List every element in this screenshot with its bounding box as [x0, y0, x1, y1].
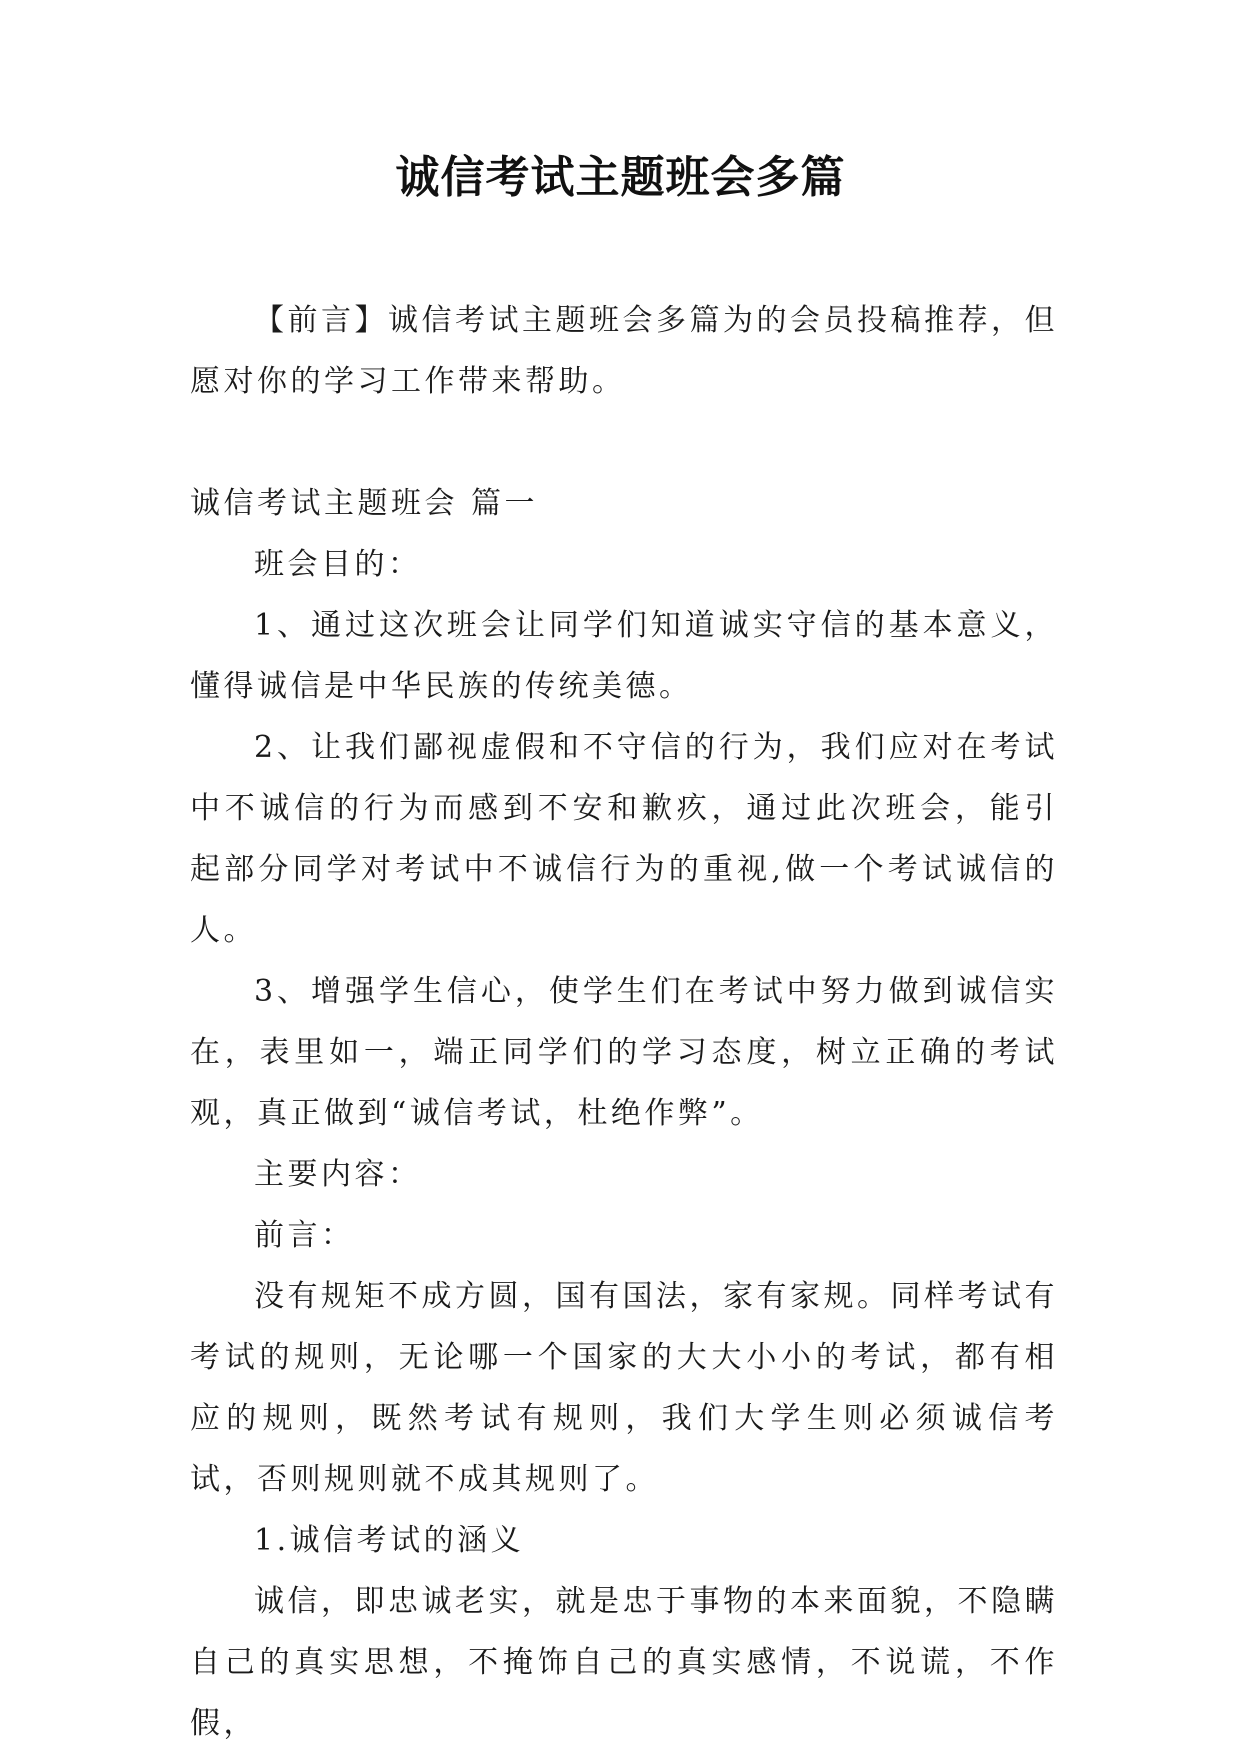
paragraph-goal-3: 3、增强学生信心，使学生们在考试中努力做到诚信实在，表里如一，端正同学们的学习态度，树立正确的考试观，真正做到“诚信考试，杜绝作弊”。: [190, 974, 1058, 1131]
paragraph-rules: 没有规矩不成方圆，国有国法，家有家规。同样考试有考试的规则，无论哪一个国家的大大小小的考试，都有相应的规则，既然考试有规则，我们大学生则必须诚信考试，否则规则就不成其规则了。: [190, 1279, 1058, 1497]
paragraph-subheading-meaning: 1.诚信考试的涵义: [254, 1523, 525, 1558]
paragraph-purpose-label: 班会目的：: [254, 547, 422, 582]
paragraph-goal-2: 2、让我们鄙视虚假和不守信的行为，我们应对在考试中不诚信的行为而感到不安和歉疚，通过此次班会，能引起部分同学对考试中不诚信行为的重视,做一个考试诚信的人。: [190, 730, 1058, 948]
paragraph-integrity-definition: 诚信，即忠诚老实，就是忠于事物的本来面貌，不隐瞒自己的真实思想，不掩饰自己的真实感情，不说谎，不作假，: [190, 1584, 1058, 1741]
paragraph-content-label: 主要内容：: [254, 1157, 422, 1192]
preface-paragraph: 【前言】诚信考试主题班会多篇为的会员投稿推荐，但愿对你的学习工作带来帮助。: [190, 303, 1058, 399]
document-body: [190, 290, 1058, 1754]
section-heading: 诚信考试主题班会 篇一: [190, 486, 539, 521]
paragraph-preface-label: 前言：: [254, 1218, 355, 1253]
document-title: 诚信考试主题班会多篇: [395, 152, 846, 203]
paragraph-goal-1: 1、通过这次班会让同学们知道诚实守信的基本意义，懂得诚信是中华民族的传统美德。: [190, 608, 1058, 704]
